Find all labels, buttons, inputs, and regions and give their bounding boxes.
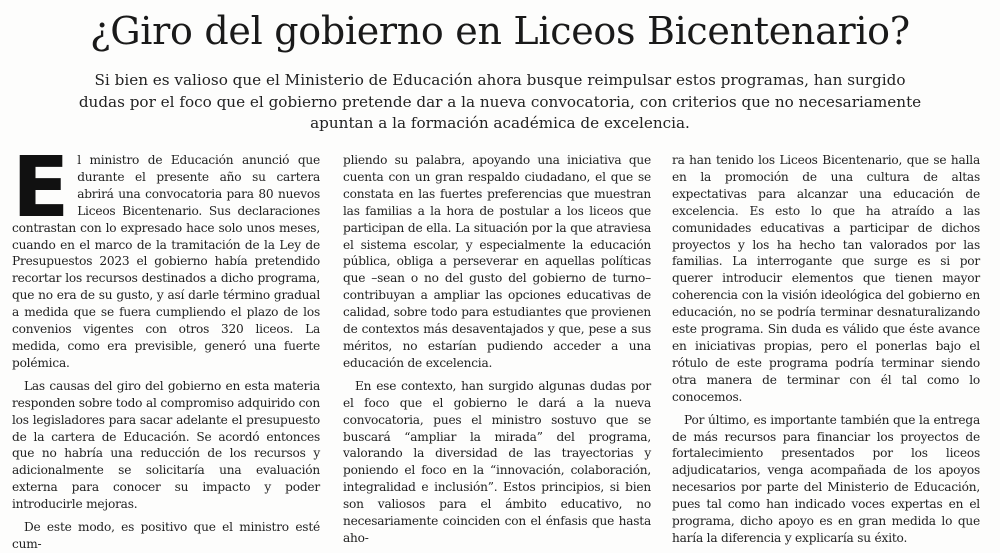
column-2 — [343, 152, 651, 545]
paragraph-3: De este modo, es positivo que el ministro esté cum- — [12, 520, 320, 551]
paragraph-2: Las causas del giro del gobierno en esta materia responden sobre todo al compromiso adquirido con los legisladores para sacar adelante el presupuesto de la cartera de Educación. Se acordó entonces que no habría una reducción de los recursos y adicionalmente se solicitaría una evaluación externa para conocer su impacto y poder introducirle mejoras. — [12, 378, 320, 512]
paragraph-4: En ese contexto, han surgido algunas dudas por el foco que el gobierno le dará a la nueva convocatoria, pues el ministro sostuvo que se buscará “ampliar la mirada” del programa, valorando la diversidad de las trayectorias y poniendo el foco en la “innovación, colaboración, integralidad e inclusión”. Estos principios, si bien son valiosos para el ámbito educativo, no necesariamente coinciden con el énfasis que hasta aho- — [343, 378, 651, 545]
paragraph-1-text: l ministro de Educación anunció que durante el presente año su cartera abrirá una convocatoria para 80 nuevos Liceos Bicentenario. Sus declaraciones contrastan con lo expresado hace solo unos meses, cuando en el marco de la tramitación de la Ley de Presupuestos 2023 el gobierno había pretendido recortar los recursos destinados a dicho programa, que no era de su gusto, y así darle término gradual a medida que se fuera cumpliendo el plazo de los convenios vigentes con otros 320 liceos. La medida, como era previsible, generó una fuerte polémica. — [12, 153, 320, 370]
paragraph-4-continued: ra han tenido los Liceos Bicentenario, que se halla en la promoción de una cultura de altas expectativas para alcanzar una educación de excelencia. Es esto lo que ha atraído a las comunidades educativas a participar de dichos proyectos y los ha hecho tan valorados por las familias. La interrogante que surge es si por querer introducir elementos que tienen mayor coherencia con la visión ideológica del gobierno en educación, no se podría terminar desnaturalizando este programa. Sin duda es válido que éste avance en iniciativas propias, pero el ponerlas bajo el rótulo de este programa podría terminar siendo otra manera de terminar con él tal como lo conocemos. — [672, 153, 980, 404]
drop-cap: E — [12, 138, 70, 236]
column-3 — [672, 152, 980, 545]
paragraph-3-continued: pliendo su palabra, apoyando una iniciativa que cuenta con un gran respaldo ciudadano, el que se constata en las fuertes preferencias que muestran las familias a la hora de postular a los liceos que participan de ella. La situación por la que atraviesa el sistema escolar, y especialmente la educación pública, obliga a perseverar en aquellas políticas que –sean o no del gusto del gobierno de turno– contribuyan a ampliar las opciones educativas de calidad, sobre todo para estudiantes que provienen de contextos más desaventajados y que, pese a sus méritos, no estarían pudiendo acceder a una educación de excelencia. — [343, 153, 651, 370]
headline: ¿Giro del gobierno en Liceos Bicentenario? — [90, 9, 910, 53]
paragraph-1 — [12, 138, 320, 372]
column-1 — [12, 138, 320, 551]
article-body — [0, 138, 1000, 551]
paragraph-5: Por último, es importante también que la entrega de más recursos para financiar los proyectos de fortalecimiento presentados por los liceos adjudicatarios, venga acompañada de los apoyos necesarios por parte del Ministerio de Educación, pues tal como han indicado voces expertas en el programa, dicho apoyo es en gran medida lo que haría la diferencia y explicaría su éxito. — [672, 412, 980, 545]
deck-subtitle: Si bien es valioso que el Ministerio de Educación ahora busque reimpulsar estos programas, han surgido dudas por el foco que el gobierno pretende dar a la nueva convocatoria, con criterios que no necesariamente apuntan a la formación académica de excelencia. — [78, 71, 922, 132]
